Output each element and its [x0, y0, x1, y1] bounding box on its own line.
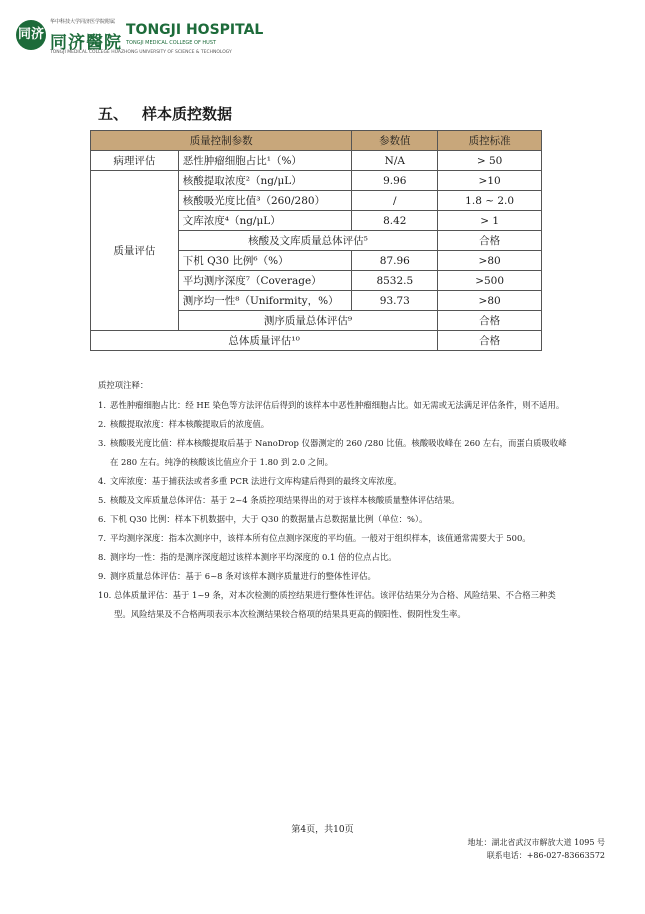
param-value: N/A — [352, 151, 438, 171]
note-item — [98, 586, 568, 624]
section-number: 五、 — [98, 105, 129, 123]
qc-standard: >500 — [438, 271, 542, 291]
param-value: 9.96 — [352, 171, 438, 191]
note-item — [98, 567, 568, 586]
qc-standard: >80 — [438, 251, 542, 271]
note-text: 测序质量总体评估：基于 6~8 条对该样本测序质量进行的整体性评估。 — [110, 571, 376, 581]
row-group: 病理评估 — [91, 151, 179, 171]
qc-standard: > 50 — [438, 151, 542, 171]
note-item — [98, 415, 568, 434]
table-row — [91, 171, 542, 191]
qc-standard: 合格 — [438, 311, 542, 331]
qc-standard: > 1 — [438, 211, 542, 231]
param-value: / — [352, 191, 438, 211]
param-name: 下机 Q30 比例⁶（%） — [178, 251, 352, 271]
table-header-row — [91, 131, 542, 151]
row-group: 质量评估 — [91, 171, 179, 331]
note-item — [98, 548, 568, 567]
note-text: 核酸提取浓度：样本核酸提取后的浓度值。 — [110, 419, 270, 429]
header-en-name: TONGJI HOSPITAL — [126, 22, 264, 38]
param-name: 文库浓度⁴（ng/μL） — [178, 211, 352, 231]
param-name: 测序均一性⁸（Uniformity，%） — [178, 291, 352, 311]
table-header: 质量控制参数 — [91, 131, 352, 151]
note-text: 测序均一性：指的是测序深度超过该样本测序平均深度的 0.1 倍的位点占比。 — [110, 552, 397, 562]
note-number: 10. — [98, 590, 112, 600]
note-text: 文库浓度：基于捕获法或者多重 PCR 法进行文库构建后得到的最终文库浓度。 — [110, 476, 402, 486]
note-item — [98, 529, 568, 548]
note-item — [98, 472, 568, 491]
note-item — [98, 510, 568, 529]
qc-standard: >80 — [438, 291, 542, 311]
param-name: 核酸提取浓度²（ng/μL） — [178, 171, 352, 191]
param-value: 87.96 — [352, 251, 438, 271]
note-item — [98, 396, 568, 415]
qc-standard: 合格 — [438, 231, 542, 251]
note-text: 下机 Q30 比例：样本下机数据中，大于 Q30 的数据量占总数据量比例（单位：%）。 — [110, 514, 428, 524]
qc-standard: >10 — [438, 171, 542, 191]
subtotal-label: 测序质量总体评估⁹ — [178, 311, 438, 331]
qc-standard: 合格 — [438, 331, 542, 351]
note-number: 6. — [98, 514, 106, 524]
note-number: 1. — [98, 400, 106, 410]
param-name: 平均测序深度⁷（Coverage） — [178, 271, 352, 291]
table-header: 质控标准 — [438, 131, 542, 151]
note-text: 核酸及文库质量总体评估：基于 2~4 条质控项结果得出的对于该样本核酸质量整体评估结果。 — [110, 495, 460, 505]
param-value: 8532.5 — [352, 271, 438, 291]
hospital-logo: 同济 — [16, 20, 46, 50]
note-text: 核酸吸光度比值：样本核酸提取后基于 NanoDrop 仪器测定的 260 /280 比值。核酸吸收峰在 260 左右，而蛋白质吸收峰在 280 左右。纯净的核酸该比值应介于 1.80 到 2.0 之间。 — [110, 438, 567, 467]
qc-table — [90, 130, 542, 351]
note-number: 9. — [98, 571, 106, 581]
note-number: 7. — [98, 533, 106, 543]
param-name: 核酸吸光度比值³（260/280） — [178, 191, 352, 211]
header-cn-name: 同济醫院 — [50, 33, 122, 53]
param-value: 8.42 — [352, 211, 438, 231]
note-item — [98, 491, 568, 510]
section-title — [98, 103, 232, 124]
note-item — [98, 434, 568, 472]
note-number: 5. — [98, 495, 106, 505]
section-title-text: 样本质控数据 — [142, 105, 233, 123]
table-row — [91, 331, 542, 351]
note-number: 8. — [98, 552, 106, 562]
header-en-subtitle-long: TONGJI MEDICAL COLLEGE HUAZHONG UNIVERSITY OF SCIENCE & TECHNOLOGY — [50, 50, 232, 55]
note-number: 3. — [98, 438, 106, 448]
note-number: 4. — [98, 476, 106, 486]
footer-phone: 联系电话：+86-027-83663572 — [486, 851, 605, 860]
note-text: 总体质量评估：基于 1~9 条，对本次检测的质控结果进行整体性评估。该评估结果分为合格、风险结果、不合格三种类型。风险结果及不合格两项表示本次检测结果较合格项的结果具更高的假阳性、假阴性发生率。 — [114, 590, 556, 619]
note-text: 平均测序深度：指本次测序中，该样本所有位点测序深度的平均值。一般对于组织样本，该值通常需要大于 500。 — [110, 533, 531, 543]
subtotal-label: 核酸及文库质量总体评估⁵ — [178, 231, 438, 251]
hospital-header — [14, 14, 264, 55]
footer-address: 地址：湖北省武汉市解放大道 1095 号 — [467, 838, 605, 847]
note-text: 恶性肿瘤细胞占比：经 HE 染色等方法评估后得到的该样本中恶性肿瘤细胞占比。如无需或无法满足评估条件，则不适用。 — [110, 400, 565, 410]
total-label: 总体质量评估¹⁰ — [91, 331, 438, 351]
table-header: 参数值 — [352, 131, 438, 151]
param-name: 恶性肿瘤细胞占比¹（%） — [178, 151, 352, 171]
qc-notes — [98, 376, 568, 624]
param-value: 93.73 — [352, 291, 438, 311]
header-affiliation: 华中科技大学同济医学院附属 — [50, 19, 116, 25]
footer-contact — [468, 836, 605, 862]
header-en-subtitle: TONGJI MEDICAL COLLEGE OF HUST — [126, 40, 217, 46]
notes-heading: 质控项注释： — [98, 380, 149, 390]
qc-standard: 1.8 ~ 2.0 — [438, 191, 542, 211]
page-number: 第4页，共10页 — [291, 825, 354, 835]
table-row — [91, 151, 542, 171]
note-number: 2. — [98, 419, 106, 429]
